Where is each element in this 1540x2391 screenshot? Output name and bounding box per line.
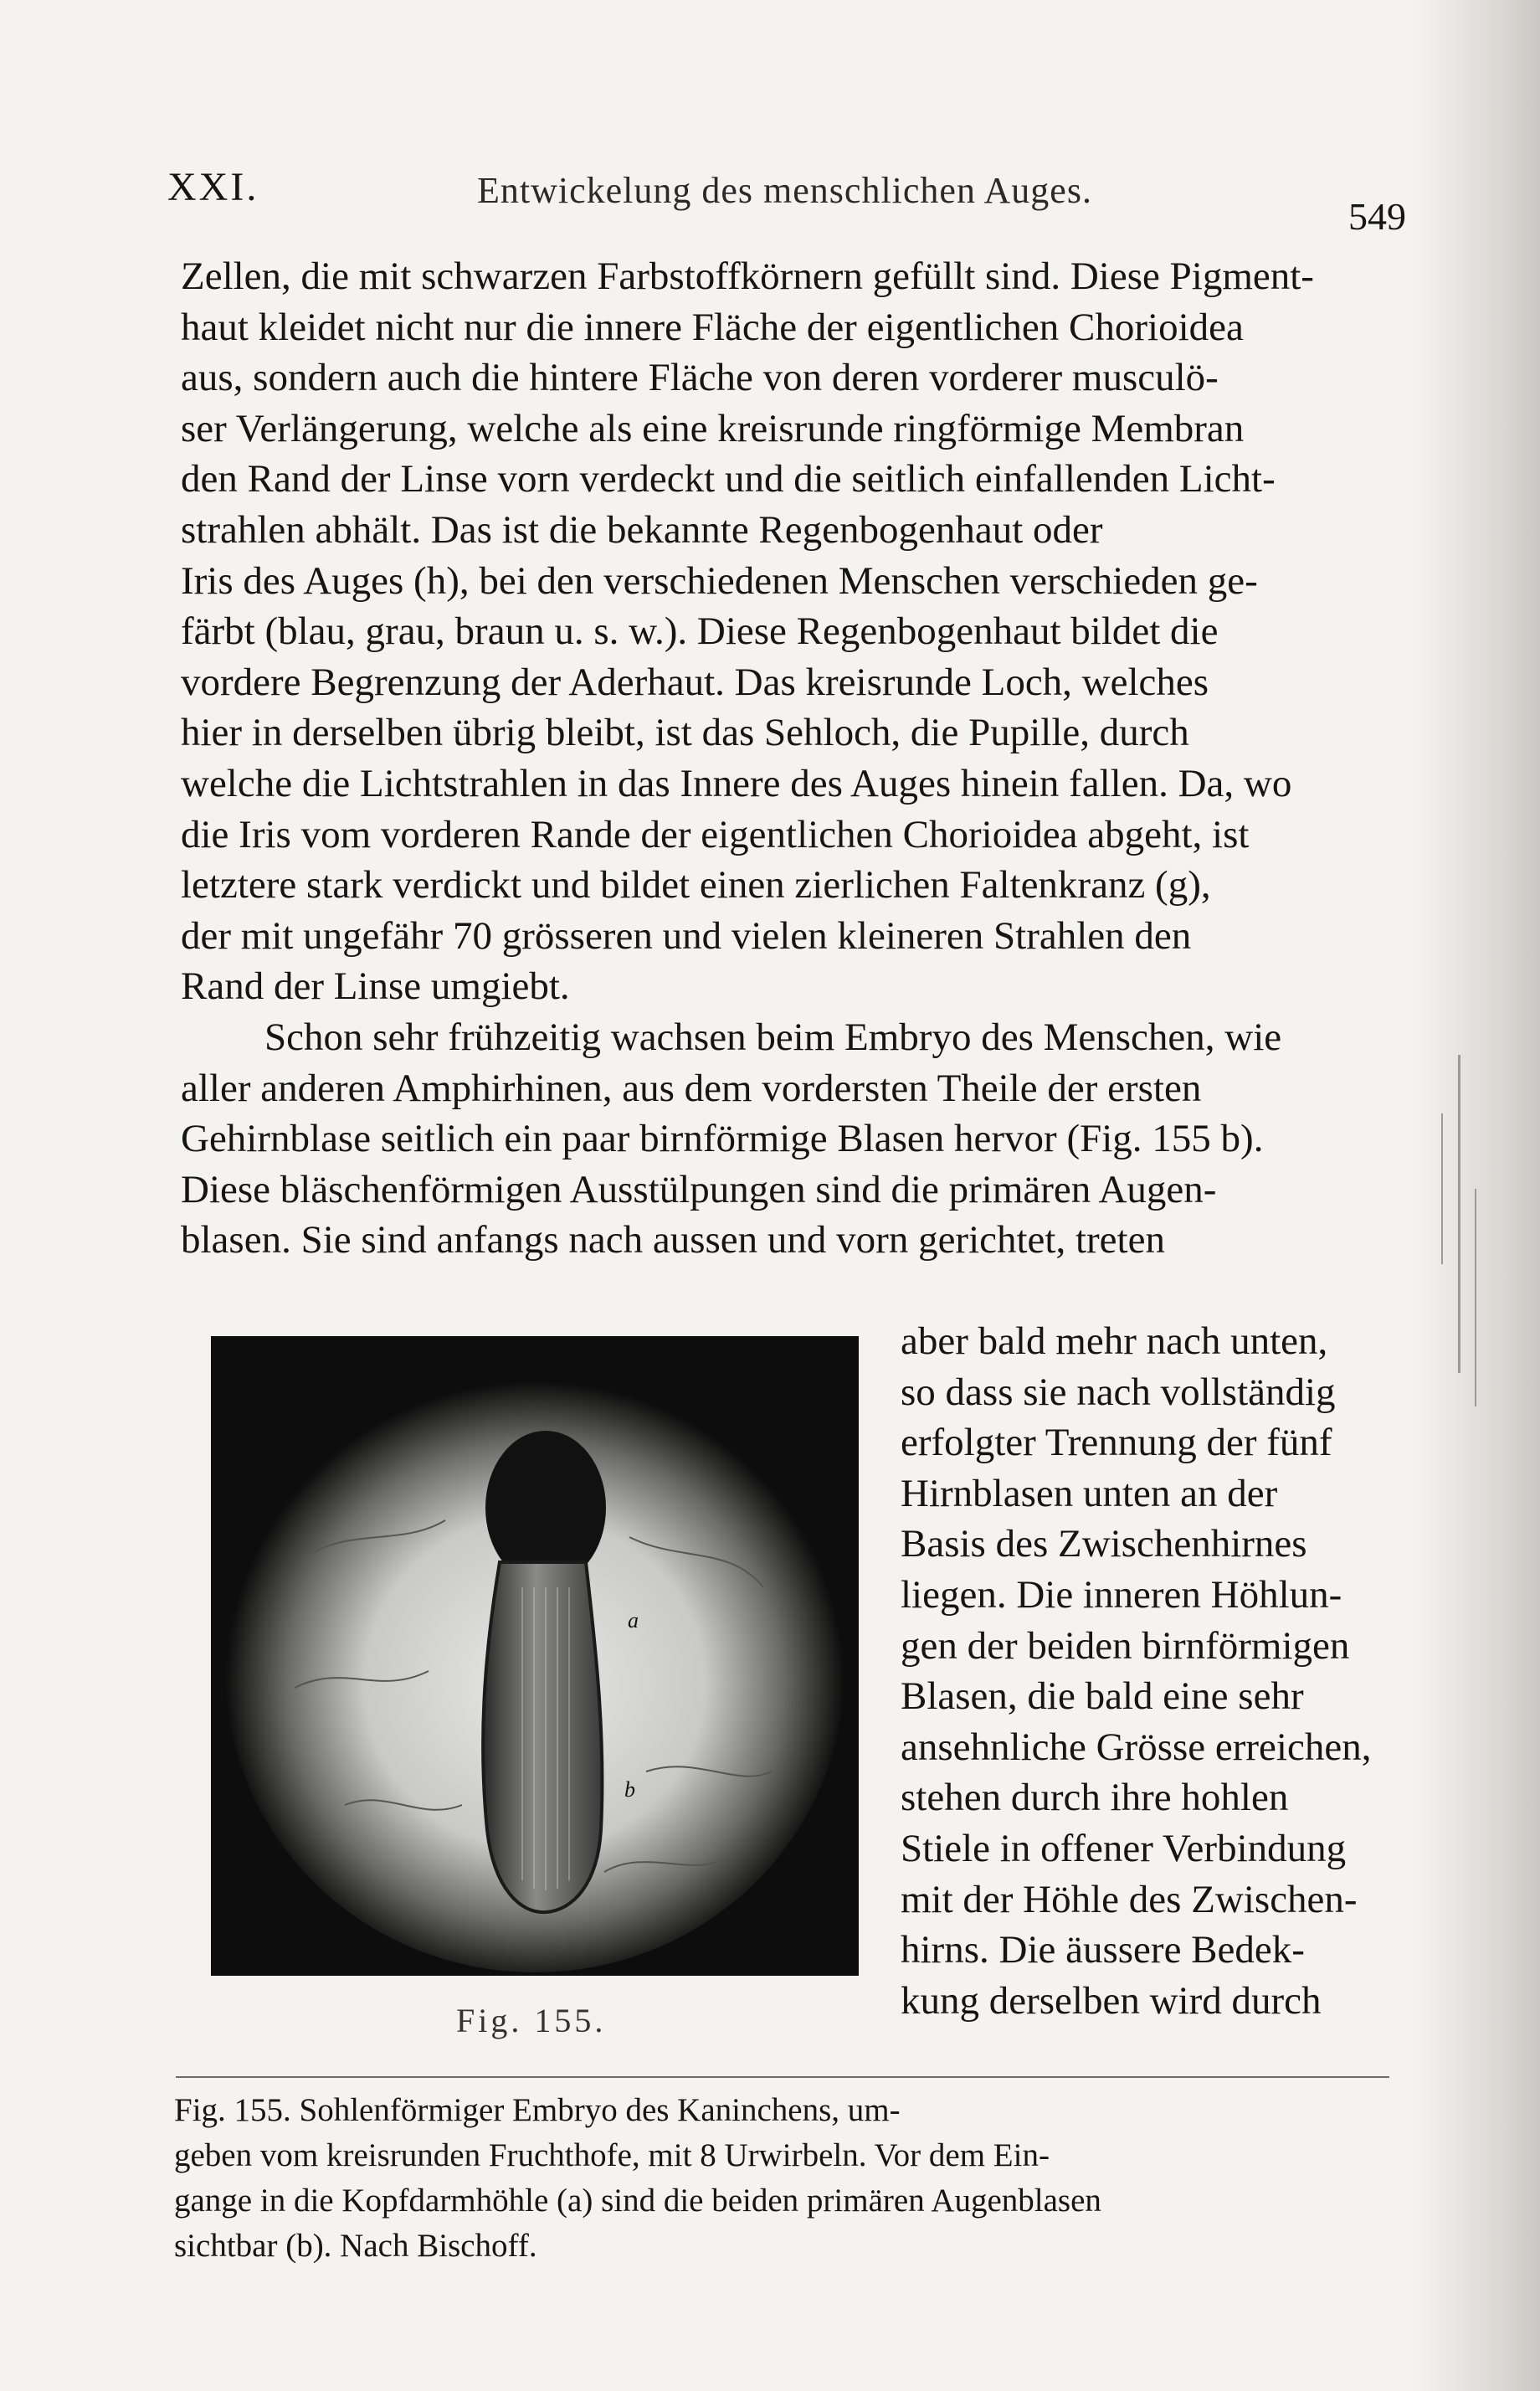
text-line: aber bald mehr nach unten, — [901, 1319, 1328, 1363]
text-line: Iris des Auges (h), bei den verschiedenen Menschen verschieden ge- — [181, 558, 1258, 603]
text-line: hirns. Die äussere Bedek- — [901, 1928, 1305, 1972]
text-line: Basis des Zwischenhirnes — [901, 1522, 1307, 1566]
text-line: Hirnblasen unten an der — [901, 1471, 1278, 1515]
text-line: färbt (blau, grau, braun u. s. w.). Diese Regenbogenhaut bildet die — [181, 609, 1219, 654]
text-line: Gehirnblase seitlich ein paar birnförmige Blasen hervor (Fig. 155 b). — [181, 1117, 1264, 1161]
text-line: blasen. Sie sind anfangs nach aussen und vorn gerichtet, treten — [181, 1218, 1165, 1262]
text-line: haut kleidet nicht nur die innere Fläche der eigentlichen Chorioidea — [181, 305, 1244, 349]
text-line: kung derselben wird durch — [901, 1978, 1322, 2023]
text-line: ansehnliche Grösse erreichen, — [901, 1725, 1372, 1769]
text-line: Diese bläschenförmigen Ausstülpungen sind die primären Augen- — [181, 1167, 1217, 1211]
text-line: der mit ungefähr 70 grösseren und vielen kleineren Strahlen den — [181, 913, 1192, 958]
text-line: den Rand der Linse vorn verdeckt und die seitlich einfallenden Licht- — [181, 457, 1276, 501]
page-edge-shadow — [1414, 0, 1540, 2391]
figure-caption — [174, 2088, 1388, 2269]
caption-line: geben vom kreisrunden Fruchthofe, mit 8 Urwirbeln. Vor dem Ein- — [174, 2137, 1050, 2173]
text-line: so dass sie nach vollständig — [901, 1370, 1336, 1414]
text-line: Rand der Linse umgiebt. — [181, 964, 570, 1009]
text-line: ser Verlängerung, welche als eine kreisrunde ringförmige Membran — [181, 406, 1245, 450]
caption-line: sichtbar (b). Nach Bischoff. — [174, 2228, 537, 2264]
running-title: Entwickelung des menschlichen Auges. — [477, 170, 1092, 211]
text-line: stehen durch ihre hohlen — [901, 1776, 1289, 1820]
text-line: erfolgter Trennung der fünf — [901, 1421, 1332, 1465]
text-line: Schon sehr frühzeitig wachsen beim Embryo des Menschen, wie — [264, 1015, 1282, 1059]
page-number: 549 — [1348, 195, 1406, 238]
edge-mark — [1458, 1055, 1460, 1373]
wrapped-text — [901, 1316, 1386, 2026]
caption-line: Fig. 155. Sohlenförmiger Embryo des Kaninchens, um- — [174, 2092, 901, 2128]
text-line: mit der Höhle des Zwischen- — [901, 1877, 1358, 1921]
text-line: hier in derselben übrig bleibt, ist das Sehloch, die Pupille, durch — [181, 711, 1189, 755]
text-line: Zellen, die mit schwarzen Farbstoffkörnern gefüllt sind. Diese Pigment- — [181, 255, 1314, 298]
figure-155-image — [211, 1336, 859, 1976]
text-line: die Iris vom vorderen Rande der eigentlichen Chorioidea abgeht, ist — [181, 812, 1250, 856]
figure-annotation-a: a — [628, 1608, 639, 1633]
text-line: Blasen, die bald eine sehr — [901, 1674, 1304, 1719]
text-line: aller anderen Amphirhinen, aus dem vordersten Theile der ersten — [181, 1066, 1202, 1110]
text-line: strahlen abhält. Das ist die bekannte Regenbogenhaut oder — [181, 507, 1103, 552]
footnote-rule — [176, 2076, 1389, 2078]
text-line: Stiele in offener Verbindung — [901, 1826, 1347, 1870]
edge-mark — [1475, 1189, 1476, 1406]
chapter-number: XXI. — [167, 165, 259, 209]
text-line: aus, sondern auch die hintere Fläche von deren vorderer musculö- — [181, 356, 1219, 400]
text-line: vordere Begrenzung der Aderhaut. Das kreisrunde Loch, welches — [181, 660, 1209, 704]
text-line: welche die Lichtstrahlen in das Innere des Auges hinein fallen. Da, wo — [181, 761, 1292, 805]
text-line: liegen. Die inneren Höhlun- — [901, 1572, 1342, 1617]
body-text — [181, 251, 1386, 1266]
running-head — [167, 164, 1423, 238]
text-line: gen der beiden birnförmigen — [901, 1623, 1350, 1668]
figure-label: Fig. 155. — [456, 2002, 607, 2039]
figure-annotation-b: b — [624, 1777, 635, 1802]
edge-mark — [1441, 1113, 1443, 1264]
caption-line: gange in die Kopfdarmhöhle (a) sind die beiden primären Augenblasen — [174, 2183, 1101, 2219]
text-line: letztere stark verdickt und bildet einen zierlichen Faltenkranz (g), — [181, 863, 1211, 908]
